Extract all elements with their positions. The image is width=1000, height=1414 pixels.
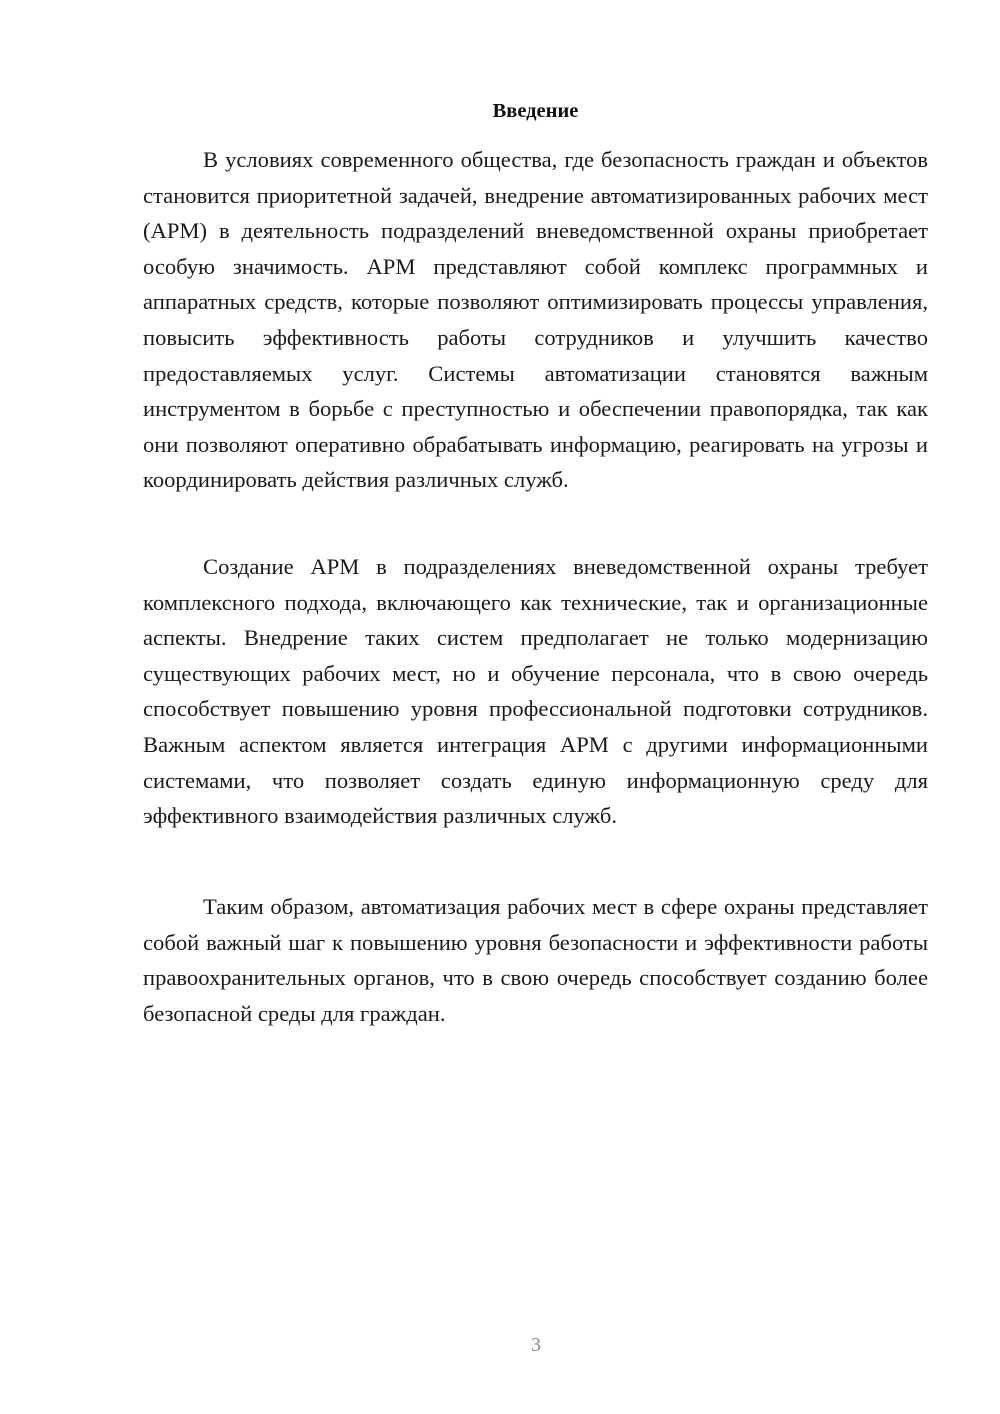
page-number: 3: [531, 1334, 541, 1356]
page-title: Введение: [492, 100, 579, 122]
paragraph-2: Создание АРМ в подразделениях вневедомственной охраны требует комплексного подхода, включающего как технические, так и организационные аспекты. Внедрение таких систем предполагает не только модернизацию существующих рабочих мест, но и обучение персонала, что в свою очередь способствует повышению уровня профессиональной подготовки сотрудников. Важным аспектом является интеграция АРМ с другими информационными системами, что позволяет создать единую информационную среду для эффективного взаимодействия различных служб.: [143, 554, 928, 829]
paragraph-1: В условиях современного общества, где безопасность граждан и объектов становится приоритетной задачей, внедрение автоматизированных рабочих мест (АРМ) в деятельность подразделений вневедомственной охраны приобретает особую значимость. АРМ представляют собой комплекс программных и аппаратных средств, которые позволяют оптимизировать процессы управления, повысить эффективность работы сотрудников и улучшить качество предоставляемых услуг. Системы автоматизации становятся важным инструментом в борьбе с преступностью и обеспечении правопорядка, так как они позволяют оперативно обрабатывать информацию, реагировать на угрозы и координировать действия различных служб.: [143, 147, 928, 493]
paragraph-3: Таким образом, автоматизация рабочих мест в сфере охраны представляет собой важный шаг к повышению уровня безопасности и эффективности работы правоохранительных органов, что в свою очередь способствует созданию более безопасной среды для граждан.: [143, 894, 928, 1026]
